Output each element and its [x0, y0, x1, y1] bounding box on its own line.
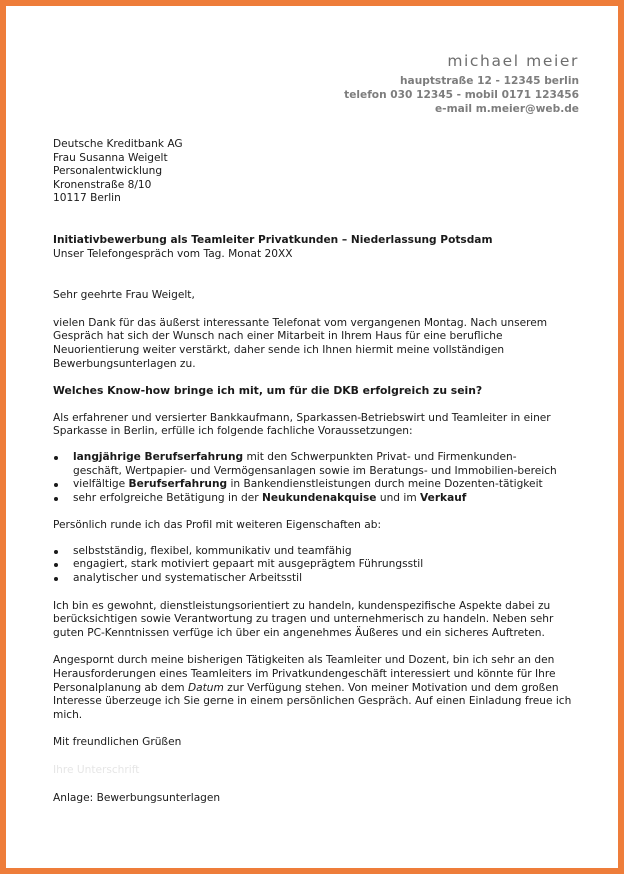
enclosure: Anlage: Bewerbungsunterlagen: [53, 791, 221, 804]
list-item: vielfältige Berufserfahrung in Bankendienstleistungen durch meine Dozenten-tätigkeit: [53, 478, 573, 492]
qualifications-list: [53, 451, 573, 505]
list-item: analytischer und systematischer Arbeitsstil: [53, 572, 573, 586]
recipient-street: Kronenstraße 8/10: [53, 178, 152, 191]
recipient-city: 10117 Berlin: [53, 192, 121, 205]
sender-block: [344, 51, 579, 116]
sender-email: e-mail m.meier@web.de: [435, 103, 579, 115]
intro-paragraph: vielen Dank für das äußerst interessante Telefonat vom vergangenen Montag. Nach unserem Gespräch hat sich der Wunsch nach einer Mitarbeit in Ihrem Haus für eine berufliche Neuorientierung weiter verstärkt, daher sende ich Ihnen hiermit meine vollständigen Bewerbungsunterlagen zu.: [53, 316, 548, 370]
recipient-department: Personalentwicklung: [53, 165, 163, 178]
recipient-company: Deutsche Kreditbank AG: [53, 138, 183, 150]
service-paragraph: Ich bin es gewohnt, dienstleistungsorientiert zu handeln, kundenspezifische Aspekte dabei zu berücksichtigen sowie Verantwortung zu tragen und unternehmerisch zu handeln. Neben sehr guten PC-Kenntnissen verfüge ich über ein angenehmes Äußeres und ein sicheres Auftreten.: [53, 599, 554, 639]
subject-block: [53, 234, 573, 261]
letter-page: [6, 6, 618, 868]
closing: Mit freundlichen Grüßen: [53, 736, 182, 749]
list-item: engagiert, stark motiviert gepaart mit ausgeprägtem Führungsstil: [53, 558, 573, 572]
profile-intro: Persönlich runde ich das Profil mit weiteren Eigenschaften ab:: [53, 519, 382, 532]
list-item: sehr erfolgreiche Betätigung in der Neukundenakquise und im Verkauf: [53, 492, 573, 506]
sender-name: michael meier: [447, 52, 579, 70]
profile-list: [53, 545, 573, 586]
sender-address: hauptstraße 12 - 12345 berlin: [400, 75, 579, 87]
salutation: Sehr geehrte Frau Weigelt,: [53, 289, 195, 302]
question-heading: Welches Know-how bringe ich mit, um für die DKB erfolgreich zu sein?: [53, 384, 483, 398]
recipient-person: Frau Susanna Weigelt: [53, 151, 168, 164]
signature-placeholder: Ihre Unterschrift: [53, 764, 140, 776]
motivation-paragraph: Angespornt durch meine bisherigen Tätigkeiten als Teamleiter und Dozent, bin ich sehr an den Herausforderungen eines Teamleiters im Privatkundengeschäft interessiert und könnte für Ihre Personalplanung ab dem Datum zur Verfügung stehen. Von meiner Motivation und dem großen Interesse überzeuge ich Sie gerne in einem persönlichen Gespräch. Auf einen Einladung freue ich mich.: [53, 654, 572, 721]
recipient-block: [53, 138, 573, 206]
list-item: selbstständig, flexibel, kommunikativ und teamfähig: [53, 545, 573, 559]
subject-title: Initiativbewerbung als Teamleiter Privatkunden – Niederlassung Potsdam: [53, 233, 493, 246]
sender-phone: telefon 030 12345 - mobil 0171 123456: [344, 89, 579, 101]
subject-reference: Unser Telefongespräch vom Tag. Monat 20XX: [53, 247, 293, 260]
letter-body: [53, 138, 573, 805]
list-item: langjährige Berufserfahrung mit den Schwerpunkten Privat- und Firmenkunden-geschäft, Wertpapier- und Vermögensanlagen sowie im Beratungs- und Immobilien-bereich: [53, 451, 573, 478]
qualifications-intro: Als erfahrener und versierter Bankkaufmann, Sparkassen-Betriebswirt und Teamleiter in einer Sparkasse in Berlin, erfülle ich folgende fachliche Voraussetzungen:: [53, 411, 551, 438]
